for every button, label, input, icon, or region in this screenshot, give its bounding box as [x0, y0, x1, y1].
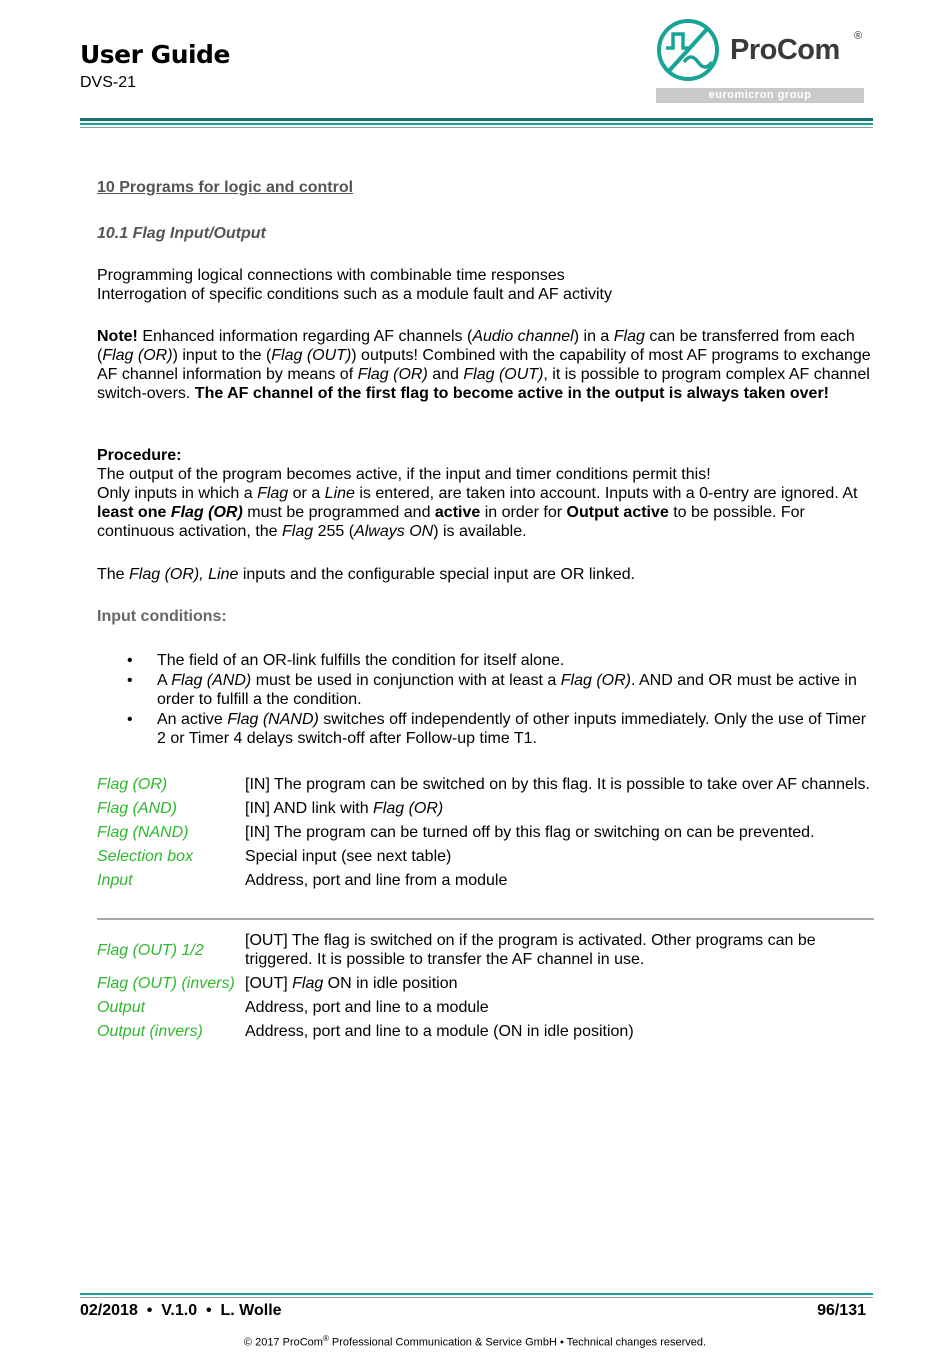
table-key: Output: [97, 999, 146, 1016]
table-value: [OUT] The flag is switched on if the program is activated. Other programs can be triggered. It is possible to transfer the AF channel in use.: [245, 932, 816, 968]
footer-rule-grey: [80, 1297, 873, 1298]
table-value: Special input (see next table): [245, 848, 452, 865]
table-value-term: Flag (OR): [373, 800, 444, 817]
intro-paragraph: [97, 266, 872, 304]
list-item-text: An active: [157, 710, 228, 728]
logo-text: ProCom: [730, 34, 840, 66]
procom-emblem-icon: [654, 18, 724, 88]
note-paragraph: [97, 327, 872, 403]
note-text: , it is possible to program complex AF channel switch-overs.: [97, 366, 870, 402]
note-term: Flag (OR): [357, 366, 428, 383]
or-linked-paragraph: [97, 565, 872, 584]
output-definitions-table: [97, 931, 873, 1046]
input-conditions-list: [97, 651, 872, 749]
table-row: [97, 871, 873, 890]
table-value: Address, port and line to a module (ON in idle position): [245, 1023, 634, 1040]
note-text: Enhanced information regarding AF channels (: [137, 328, 473, 345]
table-row: [97, 823, 873, 842]
table-value: Address, port and line from a module: [245, 872, 508, 889]
table-row: [97, 1022, 873, 1041]
procedure-term: Always ON: [354, 523, 434, 540]
procedure-term: Flag: [282, 523, 314, 540]
procedure-emphasis: least one: [97, 504, 171, 521]
page-number: 96/131: [817, 1302, 866, 1319]
procedure-text: to be possible. For continuous activation, the: [97, 504, 805, 540]
table-value-text: [OUT]: [245, 975, 293, 992]
list-item-term: Flag (AND): [171, 671, 252, 689]
header-rule-teal: [80, 123, 873, 125]
table-row: [97, 974, 873, 993]
bullet-icon: •: [127, 710, 133, 728]
table-key: Flag (NAND): [97, 824, 189, 841]
procedure-text: or a: [288, 485, 325, 502]
procedure-emphasis: Output active: [566, 504, 669, 521]
or-linked-term: Flag (OR), Line: [129, 566, 239, 583]
table-key: Input: [97, 872, 133, 889]
note-text: and: [427, 366, 464, 383]
procedure-emphasis: active: [434, 504, 481, 521]
table-key: Flag (AND): [97, 800, 178, 817]
note-term: Flag (OUT): [463, 366, 544, 383]
table-key: Selection box: [97, 848, 194, 865]
bullet-icon: •: [127, 652, 133, 669]
note-text: ) outputs! Combined with the capability of most AF programs to exchange AF channel information by means of: [97, 347, 871, 383]
table-value: Address, port and line to a module: [245, 999, 489, 1016]
table-value: [IN] The program can be switched on by this flag. It is possible to take over AF channels.: [245, 776, 870, 793]
note-text: ) in a: [573, 328, 614, 345]
list-item-term: Flag (OR): [560, 671, 631, 689]
table-value: [245, 799, 873, 818]
list-item-term: Flag (NAND): [227, 710, 319, 728]
document-subtitle: DVS-21: [80, 74, 137, 91]
copyright-text: Professional Communication & Service GmbH • Technical changes reserved.: [328, 1336, 707, 1349]
table-value-text: [IN] AND link with: [245, 800, 374, 817]
subsection-title: 10.1 Flag Input/Output: [97, 225, 266, 242]
list-item: [97, 710, 872, 749]
header-rule-grey: [80, 127, 873, 128]
procedure-text: 255 (: [313, 523, 355, 540]
or-linked-text: inputs and the configurable special input are OR linked.: [238, 566, 636, 583]
bullet-icon: •: [127, 671, 133, 689]
procedure-emphasis-term: Flag (OR): [170, 504, 243, 521]
table-value-text: ON in idle position: [323, 975, 458, 992]
list-item-text: The field of an OR-link fulfills the condition for itself alone.: [157, 652, 565, 669]
note-term: Flag: [613, 328, 645, 345]
input-definitions-table: [97, 775, 873, 895]
registered-mark: ®: [322, 1334, 329, 1343]
procedure-line: The output of the program becomes active, if the input and timer conditions permit this!: [97, 466, 711, 483]
list-item-text: must be used in conjunction with at least a: [251, 671, 561, 689]
procedure-label: Procedure:: [97, 447, 182, 464]
procedure-text: Only inputs in which a: [97, 485, 258, 502]
table-key: Flag (OUT) 1/2: [97, 941, 204, 959]
footer-version: 02/2018 • V.1.0 • L. Wolle: [80, 1302, 282, 1319]
or-linked-text: The: [97, 566, 130, 583]
input-conditions-heading: Input conditions:: [97, 608, 227, 625]
note-text: ) input to the (: [172, 347, 272, 364]
intro-line: Programming logical connections with combinable time responses: [97, 267, 565, 284]
note-label: Note!: [97, 328, 138, 345]
table-divider: [97, 918, 874, 920]
registered-mark: ®: [854, 30, 863, 42]
table-key: Output (invers): [97, 1023, 203, 1040]
list-item: [97, 671, 872, 710]
table-row: [97, 931, 873, 969]
section-title: 10 Programs for logic and control: [97, 179, 354, 196]
footer-rule-teal: [80, 1293, 873, 1295]
table-row: [97, 998, 873, 1017]
list-item-text: . AND and OR must be active in order to fulfill a the condition.: [157, 671, 857, 708]
table-value: [IN] The program can be turned off by this flag or switching on can be prevented.: [245, 824, 815, 841]
list-item-text: A: [157, 671, 172, 689]
list-item: [97, 651, 872, 671]
footer-copyright: [0, 1334, 950, 1349]
procedure-text: ) is available.: [433, 523, 527, 540]
procedure-text: in order for: [480, 504, 567, 521]
procedure-paragraph: [97, 446, 872, 541]
document-title: User Guide: [80, 40, 230, 69]
table-key: Flag (OR): [97, 776, 168, 793]
note-term: Flag (OR): [102, 347, 173, 364]
intro-line: Interrogation of specific conditions such as a module fault and AF activity: [97, 286, 612, 303]
table-value-term: Flag: [292, 975, 324, 992]
copyright-text: © 2017 ProCom: [243, 1336, 323, 1349]
note-emphasis: The AF channel of the first flag to become active in the output is always taken over!: [194, 385, 829, 402]
procom-logo: [654, 18, 868, 106]
logo-group-bar: euromicron group: [656, 88, 864, 103]
procedure-term: Line: [324, 485, 355, 502]
table-row: [97, 847, 873, 866]
table-row: [97, 775, 873, 794]
header-rule-dark: [80, 118, 873, 121]
procedure-text: is entered, are taken into account. Inputs with a 0-entry are ignored. At: [354, 485, 858, 502]
note-term: Flag (OUT): [271, 347, 352, 364]
table-row: [97, 799, 873, 818]
note-term: Audio channel: [472, 328, 574, 345]
list-item-text: switches off independently of other inputs immediately. Only the use of Timer 2 or Timer 4 delays switch-off after Follow-up time T1.: [157, 710, 867, 747]
table-key: Flag (OUT) (invers): [97, 975, 235, 992]
note-text: can be transferred from each (: [97, 328, 855, 364]
table-value: [245, 974, 873, 993]
procedure-term: Flag: [257, 485, 289, 502]
procedure-text: must be programmed and: [242, 504, 435, 521]
